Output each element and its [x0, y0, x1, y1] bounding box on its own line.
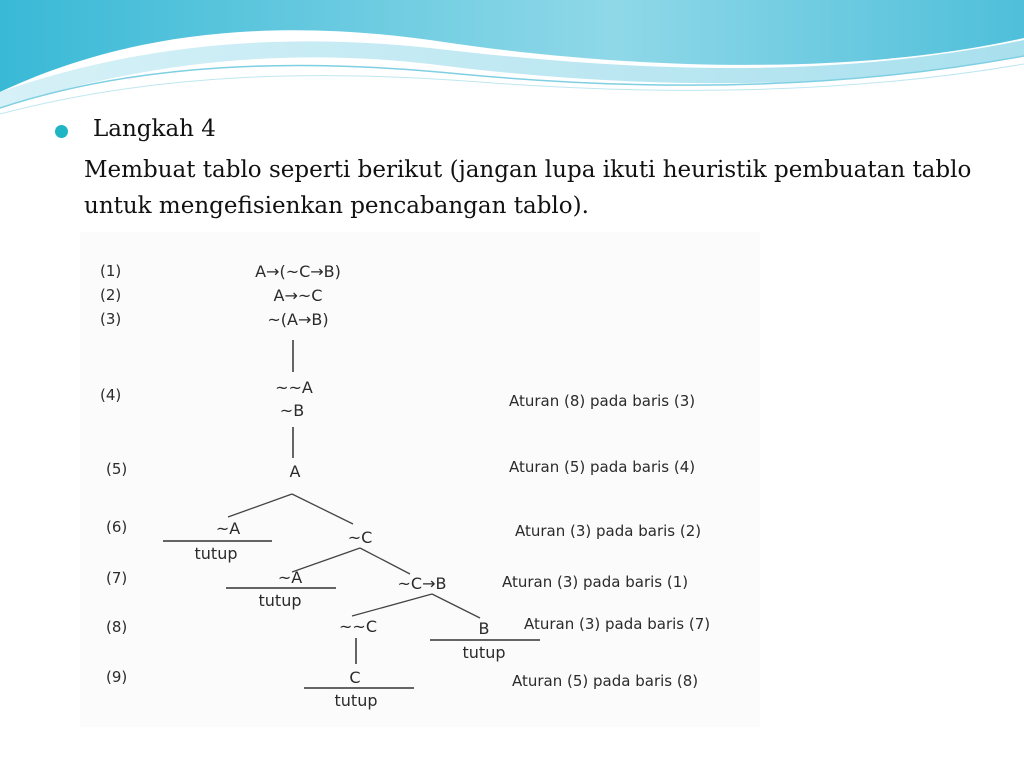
figure-background	[80, 232, 760, 727]
tableau-diagram	[80, 232, 760, 727]
formula-line-5: A	[289, 462, 301, 481]
step-description: Membuat tablo seperti berikut (jangan lupa ikuti heuristik pembuatan tablo untuk mengefisienkan pencabangan tablo).	[84, 157, 972, 219]
bullet-dot-icon	[55, 125, 68, 138]
rule-annotation-5: Aturan (5) pada baris (4)	[509, 458, 696, 476]
line-number-8: (8)	[106, 618, 128, 636]
formula-line-8-left: ~~C	[339, 617, 377, 636]
closed-label-7: tutup	[258, 591, 302, 610]
formula-line-4b: ~B	[279, 401, 305, 420]
rule-annotation-7: Aturan (3) pada baris (1)	[502, 573, 689, 591]
formula-line-6-right: ~C	[347, 528, 373, 547]
closed-label-6: tutup	[194, 544, 238, 563]
line-number-1: (1)	[100, 262, 122, 280]
line-number-9: (9)	[106, 668, 128, 686]
formula-line-7-left: ~A	[277, 568, 303, 587]
line-number-2: (2)	[100, 286, 122, 304]
line-number-6: (6)	[106, 518, 128, 536]
line-number-5: (5)	[106, 460, 128, 478]
formula-line-7-right: ~C→B	[397, 574, 447, 593]
closed-label-8: tutup	[462, 643, 506, 662]
header-wave-decoration	[0, 0, 1024, 125]
formula-line-3: ~(A→B)	[267, 310, 329, 329]
line-number-3: (3)	[100, 310, 122, 328]
rule-annotation-8: Aturan (3) pada baris (7)	[524, 615, 711, 633]
formula-line-6-left: ~A	[215, 519, 241, 538]
formula-line-2: A→~C	[273, 286, 323, 305]
formula-line-1: A→(~C→B)	[255, 262, 341, 281]
rule-annotation-4: Aturan (8) pada baris (3)	[509, 392, 696, 410]
rule-annotation-9: Aturan (5) pada baris (8)	[512, 672, 699, 690]
line-number-4: (4)	[100, 386, 122, 404]
closed-label-9: tutup	[334, 691, 378, 710]
formula-line-9: C	[349, 668, 361, 687]
formula-line-8-right: B	[478, 619, 490, 638]
step-title: Langkah 4	[93, 116, 216, 142]
rule-annotation-6: Aturan (3) pada baris (2)	[515, 522, 702, 540]
formula-line-4a: ~~A	[275, 378, 313, 397]
line-number-7: (7)	[106, 569, 128, 587]
